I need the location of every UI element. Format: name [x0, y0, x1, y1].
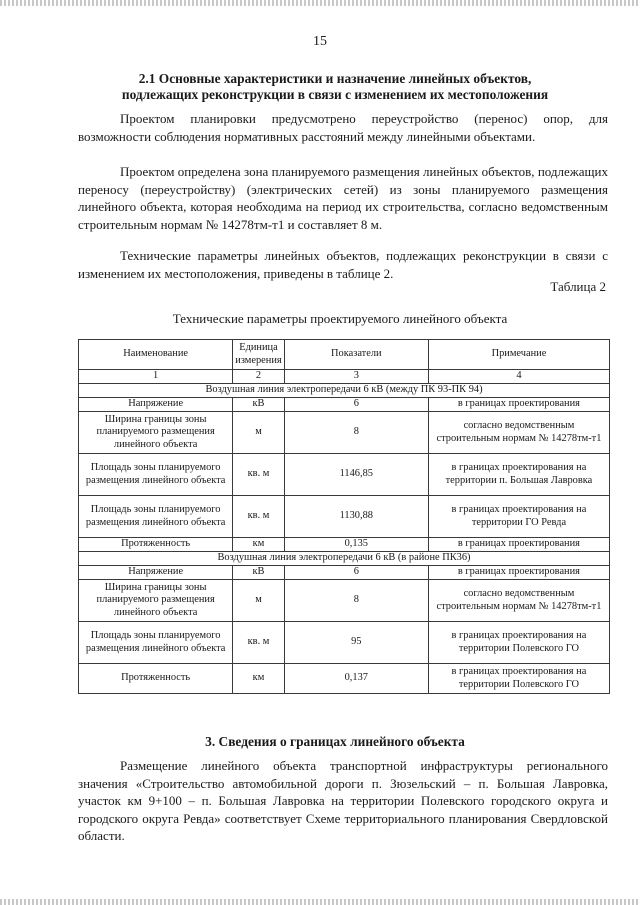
paragraph-2 — [78, 163, 608, 233]
table-title: Технические параметры проектируемого линейного объекта — [172, 311, 508, 326]
technical-parameters-table — [78, 339, 610, 694]
cell-value: 8 — [284, 580, 428, 622]
table-section-row — [79, 384, 610, 398]
cell-note: в границах проектирования — [428, 538, 609, 552]
page-number: 15 — [313, 34, 327, 49]
header-name: Наименование — [79, 340, 233, 370]
cell-unit: км — [233, 664, 284, 694]
table-row — [79, 580, 610, 622]
table-row — [79, 398, 610, 412]
cell-value: 0,135 — [284, 538, 428, 552]
cell-value: 6 — [284, 566, 428, 580]
section-2-1-title — [60, 71, 610, 103]
cell-name: Протяженность — [79, 664, 233, 694]
cell-note: в границах проектирования — [428, 566, 609, 580]
cell-note: в границах проектирования на территории Полевского ГО — [428, 664, 609, 694]
cell-name: Площадь зоны планируемого размещения линейного объекта — [79, 622, 233, 664]
cell-name: Напряжение — [79, 398, 233, 412]
cell-note: в границах проектирования на территории п. Большая Лавровка — [428, 454, 609, 496]
scan-edge-top — [0, 0, 640, 6]
paragraph-1 — [78, 110, 608, 145]
paragraph-2-text: Проектом определена зона планируемого размещения линейных объектов, подлежащих переносу (переустройству) (электрических сетей) из зоны планируемого размещения линейного объекта, которая необходима на период их строительства, согласно ведомственным строительным нормам № 14278тм-т1 и составляет 8 м. — [78, 164, 608, 232]
cell-name: Протяженность — [79, 538, 233, 552]
cell-name: Ширина границы зоны планируемого размещения линейного объекта — [79, 580, 233, 622]
header-unit: Единица измерения — [233, 340, 284, 370]
cell-note: согласно ведомственным строительным нормам № 14278тм-т1 — [428, 580, 609, 622]
cell-note: согласно ведомственным строительным нормам № 14278тм-т1 — [428, 412, 609, 454]
cell-name: Напряжение — [79, 566, 233, 580]
cell-unit: м — [233, 580, 284, 622]
table-row — [79, 454, 610, 496]
section-title: Воздушная линия электропередачи 6 кВ (в районе ПК36) — [79, 552, 610, 566]
section-title: Воздушная линия электропередачи 6 кВ (между ПК 93-ПК 94) — [79, 384, 610, 398]
cell-unit: кВ — [233, 566, 284, 580]
table-section-row — [79, 552, 610, 566]
table-label: Таблица 2 — [550, 279, 606, 294]
cell-name: Ширина границы зоны планируемого размещения линейного объекта — [79, 412, 233, 454]
cell-name: Площадь зоны планируемого размещения линейного объекта — [79, 496, 233, 538]
table-row — [79, 496, 610, 538]
cell-note: в границах проектирования на территории Полевского ГО — [428, 622, 609, 664]
header-number: 3 — [284, 370, 428, 384]
table-row — [79, 538, 610, 552]
paragraph-4-text: Размещение линейного объекта транспортной инфраструктуры регионального значения «Строительство автомобильной дороги п. Зюзельский – п. Большая Лавровка, участок км 9+100 – п. Большая Лавровка на территории Полевского городского округа и городского округа Ревда» соответствует Схеме территориального планирования Свердловской области. — [78, 758, 608, 843]
header-number: 1 — [79, 370, 233, 384]
paragraph-1-text: Проектом планировки предусмотрено переустройство (перенос) опор, для возможности соблюдения нормативных расстояний между линейными объектами. — [78, 111, 608, 144]
cell-unit: кв. м — [233, 454, 284, 496]
cell-value: 1146,85 — [284, 454, 428, 496]
paragraph-4 — [78, 757, 608, 845]
cell-unit: м — [233, 412, 284, 454]
header-number: 2 — [233, 370, 284, 384]
cell-unit: кВ — [233, 398, 284, 412]
paragraph-3-text: Технические параметры линейных объектов, подлежащих реконструкции в связи с изменением их местоположения, приведены в таблице 2. — [78, 248, 608, 281]
cell-note: в границах проектирования — [428, 398, 609, 412]
table-row — [79, 412, 610, 454]
cell-value: 1130,88 — [284, 496, 428, 538]
paragraph-3 — [78, 247, 608, 282]
table-number-row — [79, 370, 610, 384]
cell-unit: км — [233, 538, 284, 552]
header-number: 4 — [428, 370, 609, 384]
table-row — [79, 622, 610, 664]
table-row — [79, 664, 610, 694]
cell-value: 0,137 — [284, 664, 428, 694]
section-2-1-title-line2: подлежащих реконструкции в связи с изменением их местоположения — [121, 87, 549, 102]
header-note: Примечание — [428, 340, 609, 370]
cell-unit: кв. м — [233, 622, 284, 664]
scan-edge-bottom — [0, 899, 640, 905]
cell-value: 8 — [284, 412, 428, 454]
table-row — [79, 566, 610, 580]
cell-unit: кв. м — [233, 496, 284, 538]
cell-value: 6 — [284, 398, 428, 412]
cell-value: 95 — [284, 622, 428, 664]
section-3-title: 3. Сведения о границах линейного объекта — [205, 734, 465, 749]
table-header-row — [79, 340, 610, 370]
section-2-1-title-line1: 2.1 Основные характеристики и назначение линейных объектов, — [138, 71, 532, 86]
cell-name: Площадь зоны планируемого размещения линейного объекта — [79, 454, 233, 496]
cell-note: в границах проектирования на территории ГО Ревда — [428, 496, 609, 538]
header-value: Показатели — [284, 340, 428, 370]
